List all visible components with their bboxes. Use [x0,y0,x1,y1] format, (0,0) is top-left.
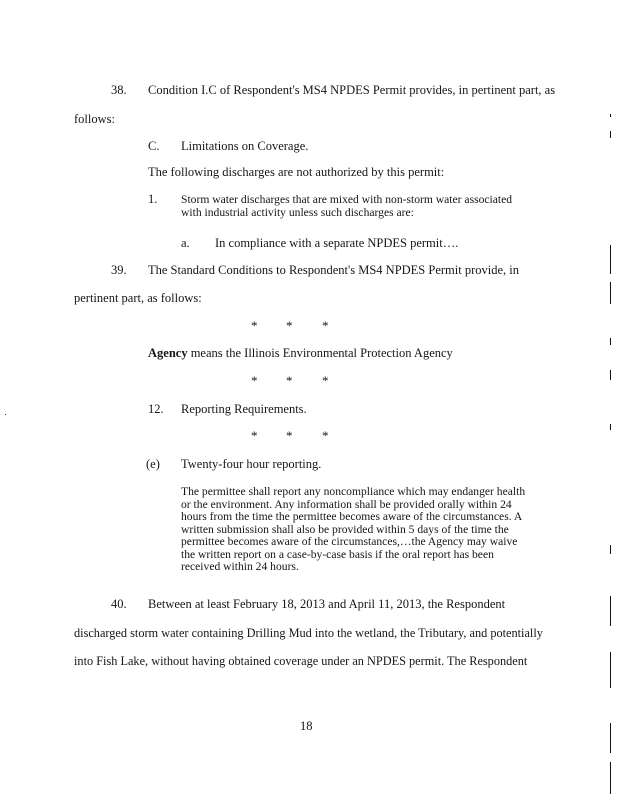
scan-mark [610,131,611,138]
discharges-intro: The following discharges are not authorized by this permit: [148,165,445,179]
paragraph-40-line-1: Between at least February 18, 2013 and April 11, 2013, the Respondent [148,597,506,611]
star: * [322,428,329,443]
scan-mark [610,596,611,626]
section-c-title: Limitations on Coverage. [181,139,309,153]
item-e-letter: (e) [146,457,160,471]
item-1-line-1: Storm water discharges that are mixed with non-storm water associated [181,193,513,206]
ellipsis-stars-1 [0,318,620,333]
scan-mark [610,424,611,430]
quote-line: received within 24 hours. [181,560,299,573]
paragraph-39-line-1: The Standard Conditions to Respondent's MS4 NPDES Permit provide, in [148,263,519,277]
scan-mark [610,370,611,380]
paragraph-number-40: 40. [111,597,127,611]
scan-mark [610,338,611,345]
item-a-text: In compliance with a separate NPDES permit…. [215,236,459,250]
scan-mark [610,723,611,753]
agency-definition-text: means the Illinois Environmental Protection Agency [190,346,453,360]
quote-line: the written report on a case-by-case basis if the oral report has been [181,547,494,561]
quote-line: written submission shall also be provided within 5 days of the time the [181,522,509,536]
star: * [251,373,258,388]
item-1-line-2: with industrial activity unless such discharges are: [181,205,414,219]
item-12-title: Reporting Requirements. [181,402,307,416]
section-c-letter: C. [148,139,160,153]
item-1-text [181,194,512,219]
paragraph-40-line-2: discharged storm water containing Drilling Mud into the wetland, the Tributary, and potentially [74,626,543,640]
reporting-quote [181,486,525,574]
page-number: 18 [300,719,313,733]
star: * [322,318,329,333]
item-e-title: Twenty-four hour reporting. [181,457,322,471]
star: * [251,428,258,443]
agency-definition [148,346,453,361]
quote-line: permittee becomes aware of the circumstances,…the Agency may waive [181,535,518,548]
scan-mark [610,545,611,554]
star: * [322,373,329,388]
paragraph-number-39: 39. [111,263,127,277]
ellipsis-stars-3 [0,428,620,443]
item-1-number: 1. [148,192,158,206]
star: * [286,373,293,388]
scan-mark [610,245,611,274]
scan-mark [610,762,611,794]
scan-mark [610,652,611,688]
agency-term: Agency [148,346,188,360]
item-a-letter: a. [181,236,190,250]
scan-mark [610,282,611,304]
star: * [251,318,258,333]
star: * [286,428,293,443]
item-12-number: 12. [148,402,164,416]
scan-mark [610,114,611,117]
quote-line: or the environment. Any information shall be provided orally within 24 [181,497,512,511]
star: * [286,318,293,333]
scan-speck [5,414,6,415]
paragraph-number-38: 38. [111,83,127,97]
paragraph-39-line-2: pertinent part, as follows: [74,291,202,305]
paragraph-38-line-2: follows: [74,112,115,126]
quote-line: The permittee shall report any noncompliance which may endanger health [181,485,526,498]
ellipsis-stars-2 [0,373,620,388]
paragraph-38-line-1: Condition I.C of Respondent's MS4 NPDES Permit provides, in pertinent part, as [148,83,556,97]
paragraph-40-line-3: into Fish Lake, without having obtained coverage under an NPDES permit. The Respondent [74,654,528,668]
quote-line: hours from the time the permittee becomes aware of the circumstances. A [181,510,523,523]
